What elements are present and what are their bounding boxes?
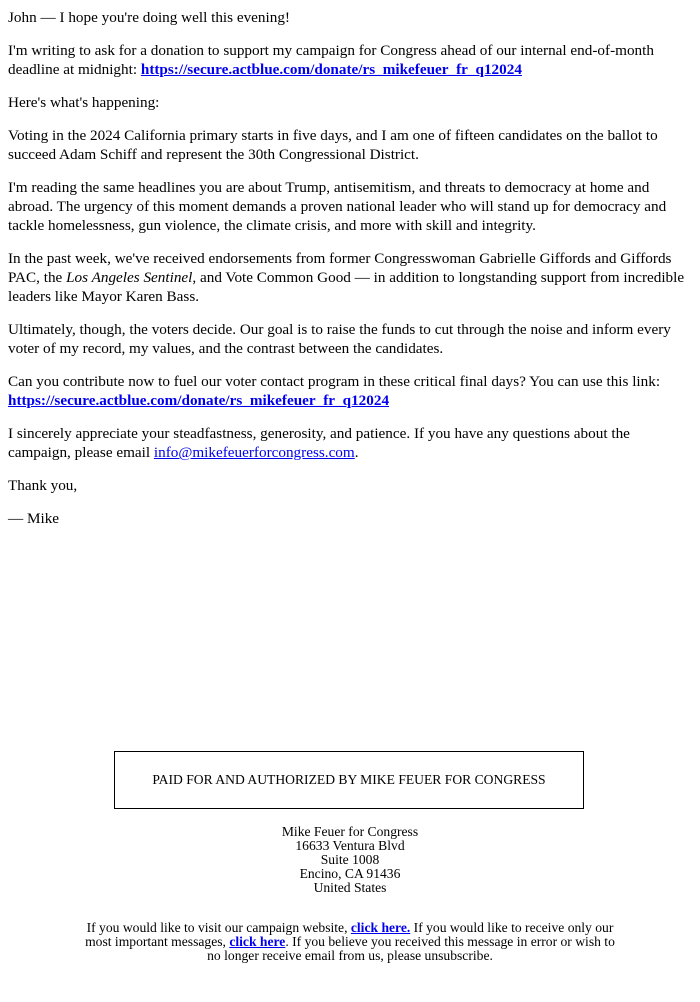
campaign-website-link[interactable]: click here. [350,920,411,935]
appreciate-end: . [354,444,359,461]
important-messages-link[interactable]: click here [229,934,286,949]
paragraph-voters: Ultimately, though, the voters decide. Our goal is to raise the funds to cut through the noise and inform every voter of my record, my values, and the contrast between the candidates. [8,321,671,357]
visit-text: If you would like to visit our campaign website, [86,920,351,935]
paragraph-headlines: I'm reading the same headlines you are about Trump, antisemitism, and threats to democracy at home and abroad. The urgency of this moment demands a proven national leader who will stand up for democracy and tackle homelessness, gun violence, the climate crisis, and more with skill and integrity. [8,179,667,234]
donate-link[interactable]: https://secure.actblue.com/donate/rs_mikefeuer_fr_q12024 [140,61,522,78]
donate-link-2[interactable]: https://secure.actblue.com/donate/rs_mikefeuer_fr_q12024 [8,392,390,409]
endorsements-text-start: In the past week, we've received endorsements from former Congresswoman Gabrielle Giffords and Giffords PAC, the [8,250,672,286]
paragraph-deadline [8,41,690,79]
contact-email-link[interactable]: info@mikefeuerforcongress.com [153,444,355,461]
signature: — Mike [8,510,60,527]
greeting: John — I hope you're doing well this evening! [8,9,290,26]
signoff: Thank you, [8,477,78,494]
paragraph-contribute [8,372,690,410]
disclaimer-text: PAID FOR AND AUTHORIZED BY MIKE FEUER FOR CONGRESS [152,772,546,787]
address-street: 16633 Ventura Blvd [295,838,405,853]
paid-for-disclaimer [114,751,584,809]
address-org: Mike Feuer for Congress [281,824,419,839]
footer-notice [85,921,615,963]
paragraph-deadline-text: I'm writing to ask for a donation to support my campaign for Congress ahead of our internal end-of-month deadline at midnight: [8,42,654,78]
paragraph-appreciate [8,424,690,462]
unsubscribe-text: . If you believe you received this message in error or wish to no longer receive email from us, please unsubscribe. [207,934,615,963]
contribute-text: Can you contribute now to fuel our voter contact program in these critical final days? You can use this link: [8,373,661,390]
appreciate-text: I sincerely appreciate your steadfastness, generosity, and patience. If you have any questions about the campaign, please email [8,425,630,461]
paragraph-whats-happening: Here's what's happening: [8,94,160,111]
address-suite: Suite 1008 [320,852,380,867]
paragraph-endorsements [8,249,690,306]
endorsements-text-end: , and Vote Common Good — in addition to longstanding support from incredible leaders like Mayor Karen Bass. [8,269,685,305]
sentinel-italic: Los Angeles Sentinel [66,269,193,286]
address-city: Encino, CA 91436 [299,866,401,881]
mailing-address [0,825,700,895]
receive-text: If you would like to receive only our most important messages, [85,920,614,949]
address-country: United States [313,880,387,895]
paragraph-primary: Voting in the 2024 California primary starts in five days, and I am one of fifteen candidates on the ballot to succeed Adam Schiff and represent the 30th Congressional District. [8,127,658,163]
email-body [8,8,690,542]
